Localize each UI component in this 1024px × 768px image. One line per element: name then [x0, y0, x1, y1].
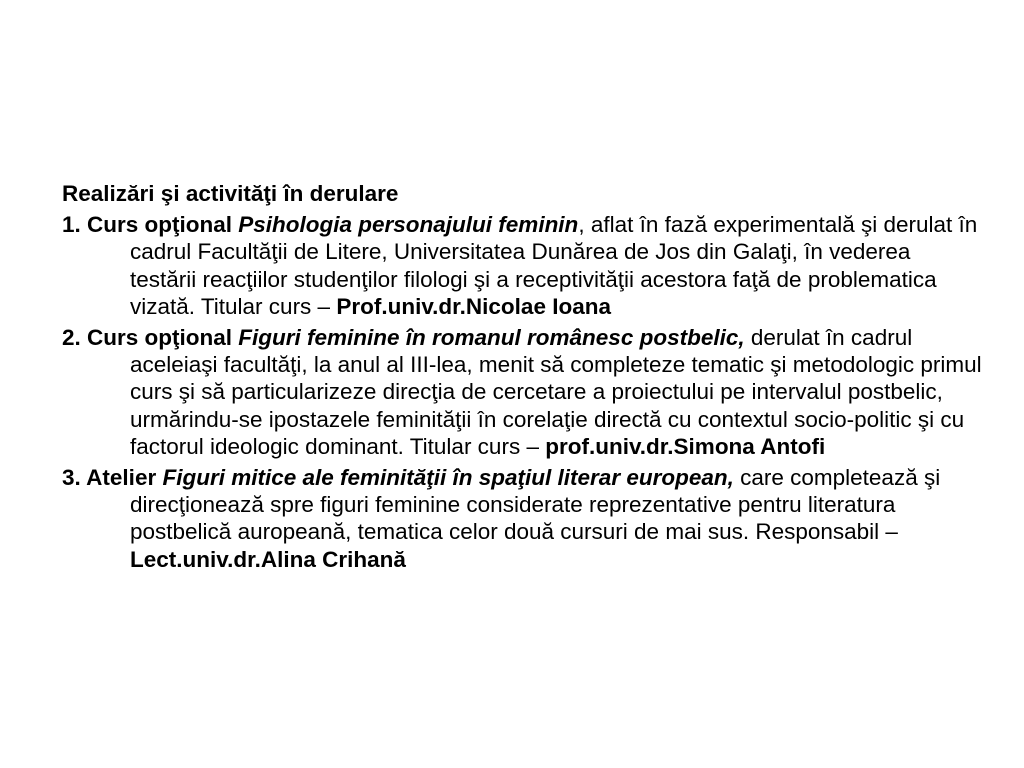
item-2-description: derulat în cadrul aceleiaşi facultăţi, la anul al III-lea, menit să completeze tematic şi metodologic primul curs şi să particularizeze direcţia de cercetare a proiectului pe intervalul postbelic, urmărindu-se ipostazele feminităţii în corelaţie directă cu contextul socio-politic şi cu factorul ideologic dominant. Titular curs –	[130, 325, 982, 459]
item-2-prefix: 2. Curs opţional	[62, 325, 239, 351]
item-3-workshop-title: Figuri mitice ale feminităţii în spaţiul literar european,	[162, 465, 734, 491]
list-item-3	[62, 464, 982, 573]
list-item-2	[62, 324, 982, 460]
item-1-description: , aflat în fază experimentală şi derulat în cadrul Facultăţii de Litere, Universitatea Dunărea de Jos din Galaţi, în vederea testării reacţiilor studenţilor filologi şi a receptivităţii acestora faţă de problematica vizată. Titular curs –	[130, 212, 978, 319]
section-heading: Realizări şi activităţi în derulare	[62, 181, 399, 206]
item-3-person: Lect.univ.dr.Alina Crihană	[130, 546, 406, 572]
slide-content	[62, 180, 982, 577]
list-item-1	[62, 211, 982, 320]
item-2-course-title: Figuri feminine în romanul românesc postbelic,	[238, 325, 745, 351]
item-1-course-title: Psihologia personajului feminin	[238, 212, 579, 238]
item-3-description: care completează şi direcţionează spre figuri feminine considerate reprezentative pentru literatura postbelică auropeană, tematica celor două cursuri de mai sus. Responsabil –	[130, 465, 941, 545]
item-1-prefix: 1. Curs opţional	[62, 212, 239, 238]
item-3-prefix: 3. Atelier	[62, 465, 163, 491]
item-2-person: prof.univ.dr.Simona Antofi	[545, 433, 826, 459]
item-1-person: Prof.univ.dr.Nicolae Ioana	[336, 293, 611, 319]
